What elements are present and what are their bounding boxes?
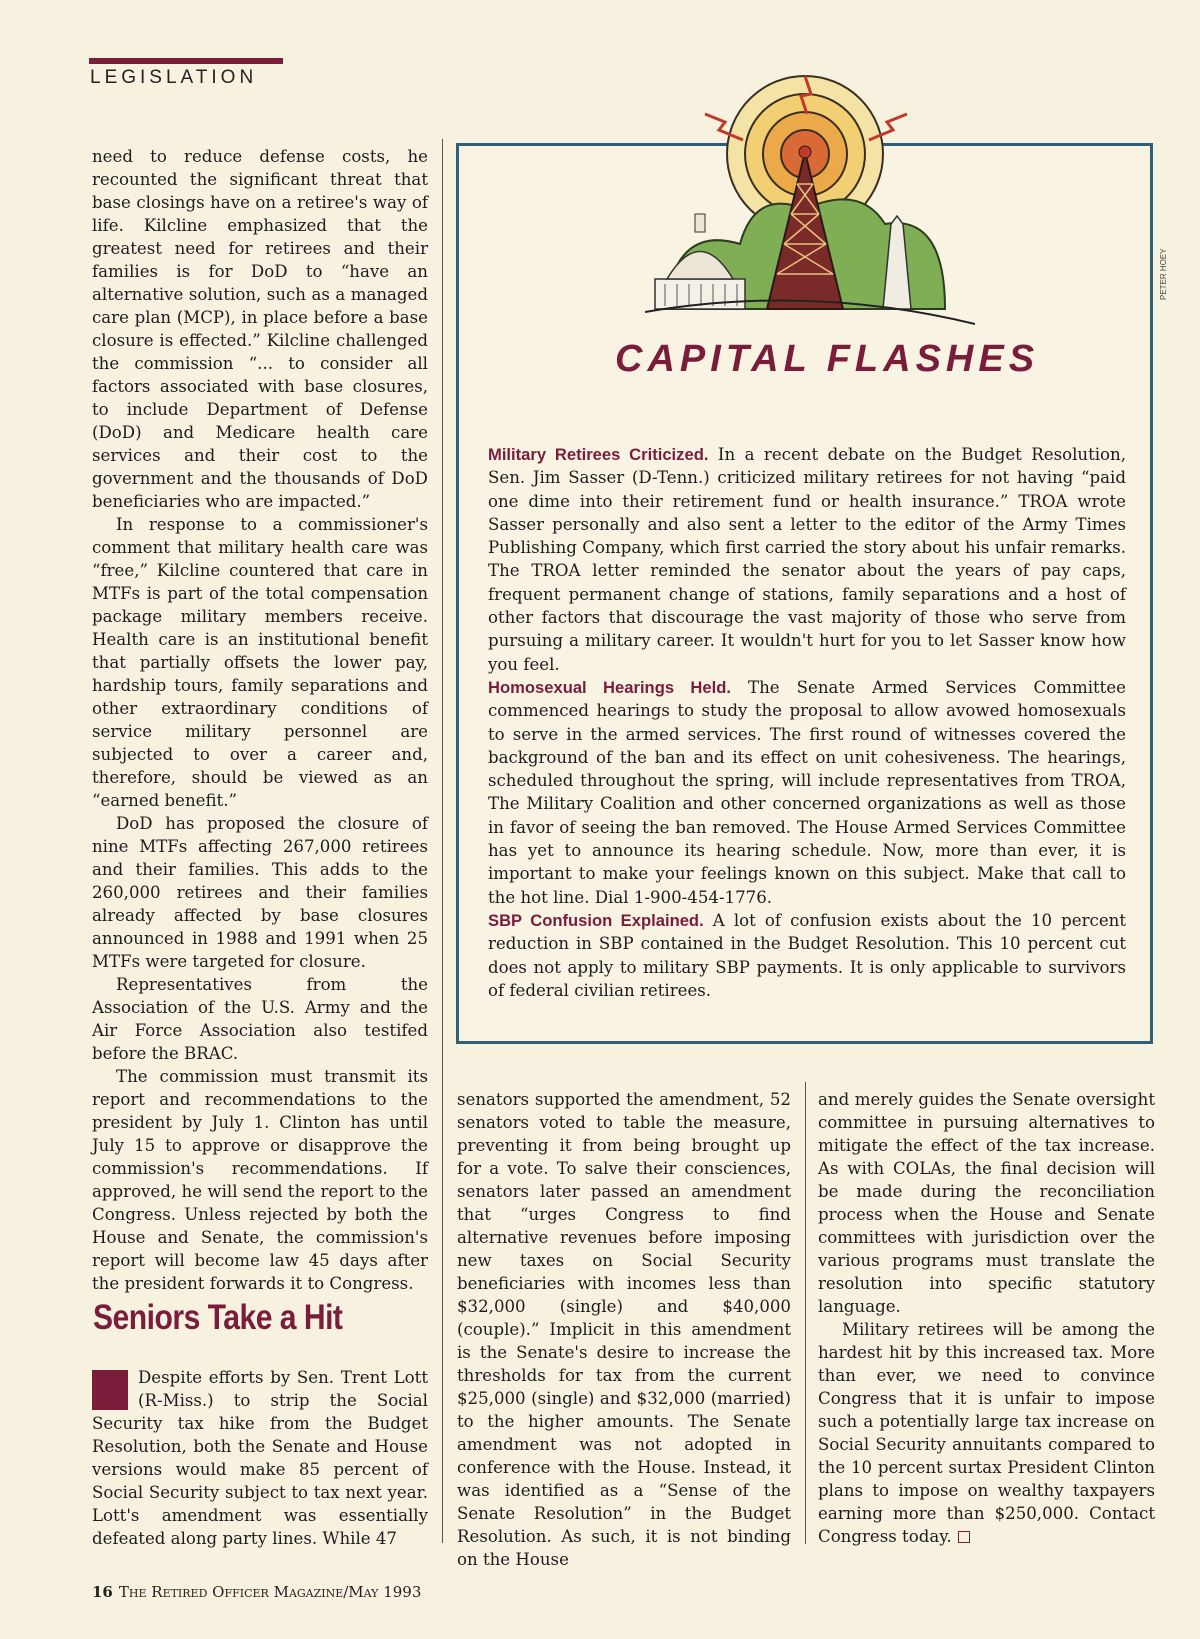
flash-item-heading: Homosexual Hearings Held. (488, 677, 731, 697)
paragraph: Representatives from the Association of the U.S. Army and the Air Force Association also testifed before the BRAC. (92, 975, 428, 1063)
seniors-intro (92, 1366, 428, 1550)
illustration-credit: PETER HOEY (1159, 248, 1168, 300)
flash-item (488, 676, 1126, 909)
paragraph: and merely guides the Senate oversight committee in pursuing alternatives to mitigate the effect of the tax increase. As with COLAs, the final decision will be made during the reconciliation process when the House and Senate committees with jurisdiction over the various programs must translate the resolution into specific statutory language. (818, 1090, 1155, 1316)
flash-item (488, 443, 1126, 676)
capital-flashes-items (488, 443, 1126, 1002)
flash-item-heading: Military Retirees Criticized. (488, 445, 709, 464)
drop-cap-square (92, 1370, 128, 1410)
flash-item-body: The Senate Armed Services Committee commenced hearings to study the proposal to allow avowed homosexuals to serve in the armed services. The first round of witnesses covered the background of the ban and its effect on unit cohesiveness. The hearings, scheduled throughout the spring, will include representatives from TROA, The Military Coalition and other concerned organizations as well as those in favor of seeing the ban removed. The House Armed Services Committee has yet to announce its hearing schedule. Now, more than ever, it is important to make your feelings known on this subject. Make that call to the hot line. Dial 1-900-454-1776. (488, 677, 1126, 907)
flash-item-body: A lot of confusion exists about the 10 percent reduction in SBP contained in the Budget Resolution. This 10 percent cut does not apply to military SBP payments. It is only applicable to survivors of federal civilian retirees. (488, 910, 1126, 1000)
paragraph: The commission must transmit its report and recommendations to the president by July 1. Clinton has until July 15 to approve or disapprove the commission's recommendations. If approved, he will send the report to the Congress. Unless rejected by both the House and Senate, the commission's report will become law 45 days after the president forwards it to Congress. (92, 1067, 428, 1293)
section-label: LEGISLATION (90, 67, 258, 88)
column-rule (442, 139, 443, 1543)
capital-flashes-title: CAPITAL FLASHES (615, 338, 1040, 380)
flash-item (488, 909, 1126, 1002)
paragraph: DoD has proposed the closure of nine MTFs affecting 267,000 retirees and their families. This adds to the 260,000 retirees and their families already affected by base closures announced in 1988 and 1991 when 25 MTFs were targeted for closure. (92, 814, 428, 971)
column-2 (457, 1088, 791, 1571)
paragraph (92, 1366, 428, 1550)
subsection-heading: Seniors Take a Hit (93, 1298, 343, 1337)
flash-item-body: In a recent debate on the Budget Resolution, Sen. Jim Sasser (D-Tenn.) criticized military retirees for not having “paid one dime into their retirement fund or health insurance.” TROA wrote Sasser personally and also sent a letter to the editor of the Army Times Publishing Company, which first carried the story about his unfair remarks. The TROA letter reminded the senator about the years of pay caps, frequent permanent change of stations, family separations and a host of other factors that discourage the vast majority of those who serve from pursuing a military career. It wouldn't hurt for you to let Sasser know how you feel. (488, 445, 1126, 674)
paragraph (818, 1318, 1155, 1548)
section-color-bar (89, 58, 283, 64)
column-3 (818, 1088, 1155, 1548)
flash-item-heading: SBP Confusion Explained. (488, 910, 704, 930)
column-1 (92, 145, 428, 1295)
capitol-radio-tower-illustration (645, 74, 975, 354)
paragraph: need to reduce defense costs, he recounted the significant threat that base closings have on a retiree's way of life. Kilcline emphasized that the greatest need for retirees and their families is for DoD to “have an alternative solution, such as a managed care plan (MCP), in place before a base closure is effected.” Kilcline challenged the commission “... to consider all factors associated with base closures, to include Department of Defense (DoD) and Medicare health care services and their cost to the government and the thousands of DoD beneficiaries who are impacted.” (92, 147, 428, 511)
end-mark-icon (958, 1531, 970, 1543)
publication-name: The Retired Officer Magazine/May 1993 (118, 1583, 422, 1601)
column-rule (805, 1082, 806, 1544)
paragraph-text: Military retirees will be among the hardest hit by this increased tax. More than ever, we need to convince Congress that it is unfair to impose such a potentially large tax increase on Social Security annuitants compared to the 10 percent surtax President Clinton plans to impose on wealthy taxpayers earning more than $250,000. Contact Congress today. (818, 1320, 1155, 1546)
paragraph: In response to a commissioner's comment that military health care was “free,” Kilcline countered that care in MTFs is part of the total compensation package military members receive. Health care is an institutional benefit that partially offsets the lower pay, hardship tours, family separations and other extraordinary conditions of service military personnel are subjected to over a career and, therefore, should be viewed as an “earned benefit.” (92, 515, 428, 810)
seniors-intro-text: Despite efforts by Sen. Trent Lott (R-Miss.) to strip the Social Security tax hike from the Budget Resolution, both the Senate and House versions would make 85 percent of Social Security subject to tax next year. Lott's amendment was essentially defeated along party lines. While 47 (92, 1368, 428, 1548)
page-number: 16 (92, 1583, 113, 1601)
paragraph: senators supported the amendment, 52 senators voted to table the measure, preventing it from being brought up for a vote. To salve their consciences, senators later passed an amendment that “urges Congress to find alternative revenues before imposing new taxes on Social Security beneficiaries with incomes less than $32,000 (single) and $40,000 (couple).” Implicit in this amendment is the Senate's desire to increase the thresholds for tax from the current $25,000 (single) and $32,000 (married) to the higher amounts. The Senate amendment was not adopted in conference with the House. Instead, it was identified as a “Sense of the Senate Resolution” in the Budget Resolution. As such, it is not binding on the House (457, 1090, 791, 1569)
page-footer (92, 1583, 421, 1601)
